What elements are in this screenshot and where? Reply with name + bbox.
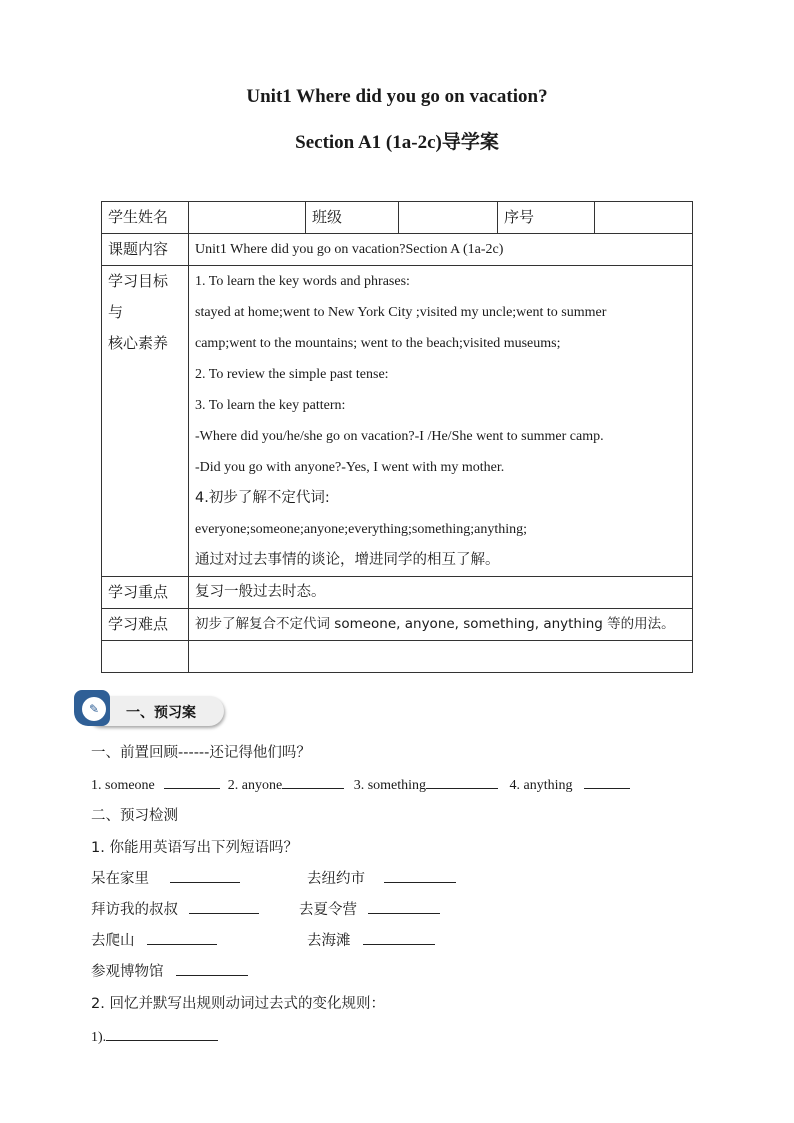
empty-label-cell <box>102 641 189 673</box>
phrase-row <box>91 960 248 981</box>
goal-line: 3. To learn the key pattern: <box>195 398 346 413</box>
table-row-goals <box>102 266 693 577</box>
phrase-blank[interactable] <box>147 930 217 945</box>
phrase-blank[interactable] <box>384 868 456 883</box>
rule-row <box>91 1026 218 1046</box>
student-name-field[interactable] <box>189 202 306 234</box>
difficulty-value: 初步了解复合不定代词 someone, anyone, something, anything 等的用法。 <box>189 609 693 641</box>
goals-label-line: 核心素养 <box>108 334 169 352</box>
table-row-empty <box>102 641 693 673</box>
table-row-difficulty <box>102 609 693 641</box>
check-heading: 二、预习检测 <box>91 808 178 824</box>
topic-label: 课题内容 <box>102 234 189 266</box>
phrase-blank[interactable] <box>189 899 259 914</box>
review-items <box>91 774 630 794</box>
phrase-row <box>91 898 259 919</box>
table-row-topic <box>102 234 693 266</box>
goals-label-line: 与 <box>108 303 124 321</box>
table-row-student <box>102 202 693 234</box>
rule-blank[interactable] <box>106 1026 218 1041</box>
review-blank[interactable] <box>164 774 220 789</box>
topic-value: Unit1 Where did you go on vacation?Section A (1a-2c) <box>189 234 693 266</box>
review-item: 4. anything <box>509 778 573 793</box>
review-blank[interactable] <box>584 774 630 789</box>
rule-number: 1). <box>91 1030 107 1045</box>
phrase-blank[interactable] <box>176 961 248 976</box>
review-item: 1. someone <box>91 778 155 793</box>
phrase-label: 拜访我的叔叔 <box>91 902 178 918</box>
student-name-label: 学生姓名 <box>102 202 189 234</box>
number-label: 序号 <box>498 202 595 234</box>
info-table <box>101 201 693 673</box>
goal-line: 2. To review the simple past tense: <box>195 367 389 382</box>
review-blank[interactable] <box>282 774 344 789</box>
class-field[interactable] <box>399 202 498 234</box>
question-2: 2. 回忆并默写出规则动词过去式的变化规则： <box>91 996 385 1012</box>
number-field[interactable] <box>595 202 693 234</box>
runner-icon: ✎ <box>82 697 106 721</box>
goal-line: 1. To learn the key words and phrases: <box>195 274 410 289</box>
phrase-label: 去海滩 <box>307 933 351 949</box>
phrase-row <box>91 929 217 950</box>
phrase-label: 去纽约市 <box>307 871 365 887</box>
section-title: 一、预习案 <box>126 705 196 721</box>
difficulty-label: 学习难点 <box>102 609 189 641</box>
phrase-row <box>91 867 240 888</box>
goals-label <box>102 266 189 577</box>
goal-line: everyone;someone;anyone;everything;something;anything; <box>195 522 528 537</box>
title-line-1: Unit1 Where did you go on vacation? <box>246 86 548 107</box>
section-badge <box>74 690 110 726</box>
goal-line: 4.初步了解不定代词: <box>195 490 330 506</box>
review-item: 3. something <box>353 778 427 793</box>
goals-content <box>189 266 693 577</box>
review-blank[interactable] <box>426 774 498 789</box>
goal-line: -Did you go with anyone?-Yes, I went with my mother. <box>195 460 505 475</box>
phrase-row <box>307 867 456 888</box>
goals-label-line: 学习目标 <box>108 272 169 290</box>
goal-line: camp;went to the mountains; went to the beach;visited museums; <box>195 336 561 351</box>
question-1: 1. 你能用英语写出下列短语吗？ <box>91 840 298 856</box>
goal-line: 通过对过去事情的谈论，增进同学的相互了解。 <box>195 552 500 568</box>
review-heading: 一、前置回顾------还记得他们吗？ <box>91 745 311 761</box>
empty-value-cell[interactable] <box>189 641 693 673</box>
table-row-focus <box>102 577 693 609</box>
phrase-blank[interactable] <box>170 868 240 883</box>
goal-line: stayed at home;went to New York City ;visited my uncle;went to summer <box>195 305 607 320</box>
phrase-blank[interactable] <box>363 930 435 945</box>
title-line-2: Section A1 (1a-2c)导学案 <box>295 132 499 153</box>
phrase-label: 去夏令营 <box>299 902 357 918</box>
focus-value: 复习一般过去时态。 <box>189 577 693 609</box>
section-banner <box>74 690 226 730</box>
review-item: 2. anyone <box>227 778 283 793</box>
phrase-row <box>299 898 440 919</box>
phrase-label: 去爬山 <box>91 933 135 949</box>
focus-label: 学习重点 <box>102 577 189 609</box>
phrase-label: 呆在家里 <box>91 871 149 887</box>
class-label: 班级 <box>306 202 399 234</box>
phrase-blank[interactable] <box>368 899 440 914</box>
goal-line: -Where did you/he/she go on vacation?-I /He/She went to summer camp. <box>195 429 604 444</box>
phrase-label: 参观博物馆 <box>91 964 164 980</box>
phrase-row <box>307 929 435 950</box>
